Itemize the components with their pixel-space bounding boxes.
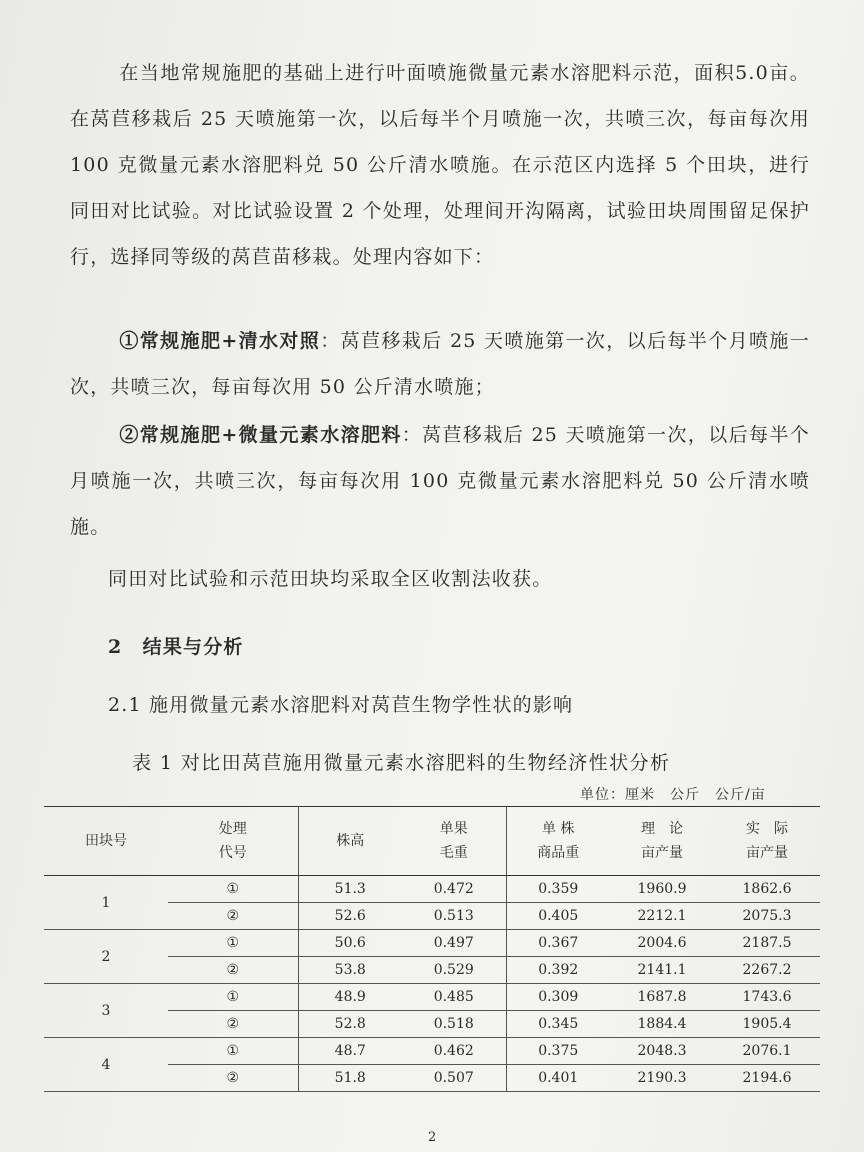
fruit-cell: 0.529 bbox=[402, 957, 506, 984]
actual-cell: 1743.6 bbox=[714, 984, 820, 1011]
actual-cell: 2187.5 bbox=[714, 930, 820, 957]
actual-cell: 2194.6 bbox=[714, 1065, 820, 1092]
code-cell: ① bbox=[168, 876, 298, 903]
treatment-1-text: ：莴苣移栽后 25 天喷施第一次，以后每半个月喷施一次，共喷三次，每亩每次用 50 公斤清水喷施； bbox=[70, 330, 810, 398]
plant-cell: 0.367 bbox=[506, 930, 610, 957]
table-row bbox=[44, 1038, 820, 1065]
height-cell: 52.8 bbox=[298, 1011, 402, 1038]
height-cell: 50.6 bbox=[298, 930, 402, 957]
fruit-cell: 0.507 bbox=[402, 1065, 506, 1092]
actual-cell: 2267.2 bbox=[714, 957, 820, 984]
fruit-cell: 0.497 bbox=[402, 930, 506, 957]
fruit-cell: 0.472 bbox=[402, 876, 506, 903]
actual-cell: 2076.1 bbox=[714, 1038, 820, 1065]
code-cell: ② bbox=[168, 1065, 298, 1092]
plant-cell: 0.375 bbox=[506, 1038, 610, 1065]
section-heading-2: 2 结果与分析 bbox=[108, 636, 244, 658]
treatment-2-label: ②常规施肥+微量元素水溶肥料 bbox=[119, 424, 402, 446]
code-cell: ① bbox=[168, 984, 298, 1011]
header-treatment: 处理 代号 bbox=[168, 807, 298, 876]
data-table bbox=[44, 806, 820, 1092]
code-cell: ② bbox=[168, 903, 298, 930]
field-cell: 2 bbox=[44, 930, 168, 984]
fruit-cell: 0.518 bbox=[402, 1011, 506, 1038]
height-cell: 51.3 bbox=[298, 876, 402, 903]
actual-cell: 1905.4 bbox=[714, 1011, 820, 1038]
paragraph-treatment-1 bbox=[70, 318, 810, 410]
height-cell: 48.9 bbox=[298, 984, 402, 1011]
fruit-cell: 0.485 bbox=[402, 984, 506, 1011]
fruit-cell: 0.462 bbox=[402, 1038, 506, 1065]
actual-cell: 1862.6 bbox=[714, 876, 820, 903]
plant-cell: 0.309 bbox=[506, 984, 610, 1011]
plant-cell: 0.392 bbox=[506, 957, 610, 984]
plant-cell: 0.401 bbox=[506, 1065, 610, 1092]
height-cell: 52.6 bbox=[298, 903, 402, 930]
height-cell: 48.7 bbox=[298, 1038, 402, 1065]
section-heading-2-1: 2.1 施用微量元素水溶肥料对莴苣生物学性状的影响 bbox=[108, 694, 574, 716]
theory-cell: 2190.3 bbox=[610, 1065, 714, 1092]
header-height: 株高 bbox=[298, 807, 402, 876]
theory-cell: 2048.3 bbox=[610, 1038, 714, 1065]
header-fruit-weight: 单果 毛重 bbox=[402, 807, 506, 876]
plant-cell: 0.345 bbox=[506, 1011, 610, 1038]
field-cell: 1 bbox=[44, 876, 168, 930]
paragraph-demonstration: 在当地常规施肥的基础上进行叶面喷施微量元素水溶肥料示范，面积5.0亩。在莴苣移栽后 25 天喷施第一次，以后每半个月喷施一次，共喷三次，每亩每次用 100 克微量元素水溶肥料兑 50 公斤清水喷施。在示范区内选择 5 个田块，进行同田对比试验。对比试验设置 2 个处理，处理间开沟隔离，试验田块周围留足保护行，选择同等级的莴苣苗移栽。处理内容如下： bbox=[70, 62, 810, 268]
theory-cell: 1687.8 bbox=[610, 984, 714, 1011]
theory-cell: 2004.6 bbox=[610, 930, 714, 957]
treatment-1-label: ①常规施肥+清水对照 bbox=[119, 330, 321, 352]
table-header-row bbox=[44, 807, 820, 876]
theory-cell: 2141.1 bbox=[610, 957, 714, 984]
treatment-2-text: ：莴苣移栽后 25 天喷施第一次，以后每半个月喷施一次，共喷三次，每亩每次用 100 克微量元素水溶肥料兑 50 公斤清水喷施。 bbox=[70, 424, 810, 538]
paragraph-treatment-2 bbox=[70, 412, 810, 550]
header-actual-yield: 实 际 亩产量 bbox=[714, 807, 820, 876]
table-unit: 单位：厘米 公斤 公斤/亩 bbox=[580, 787, 766, 803]
table-row bbox=[44, 930, 820, 957]
theory-cell: 1884.4 bbox=[610, 1011, 714, 1038]
header-field: 田块号 bbox=[44, 807, 168, 876]
paragraph-harvest: 同田对比试验和示范田块均采取全区收割法收获。 bbox=[108, 568, 553, 590]
page-number: 2 bbox=[428, 1130, 437, 1145]
table-row bbox=[44, 876, 820, 903]
field-cell: 3 bbox=[44, 984, 168, 1038]
height-cell: 51.8 bbox=[298, 1065, 402, 1092]
theory-cell: 1960.9 bbox=[610, 876, 714, 903]
plant-cell: 0.359 bbox=[506, 876, 610, 903]
header-theory-yield: 理 论 亩产量 bbox=[610, 807, 714, 876]
code-cell: ② bbox=[168, 1011, 298, 1038]
field-cell: 4 bbox=[44, 1038, 168, 1092]
header-plant-weight: 单 株 商品重 bbox=[506, 807, 610, 876]
plant-cell: 0.405 bbox=[506, 903, 610, 930]
height-cell: 53.8 bbox=[298, 957, 402, 984]
theory-cell: 2212.1 bbox=[610, 903, 714, 930]
table-title: 表 1 对比田莴苣施用微量元素水溶肥料的生物经济性状分析 bbox=[132, 752, 671, 774]
actual-cell: 2075.3 bbox=[714, 903, 820, 930]
fruit-cell: 0.513 bbox=[402, 903, 506, 930]
code-cell: ② bbox=[168, 957, 298, 984]
code-cell: ① bbox=[168, 1038, 298, 1065]
table-row bbox=[44, 984, 820, 1011]
code-cell: ① bbox=[168, 930, 298, 957]
